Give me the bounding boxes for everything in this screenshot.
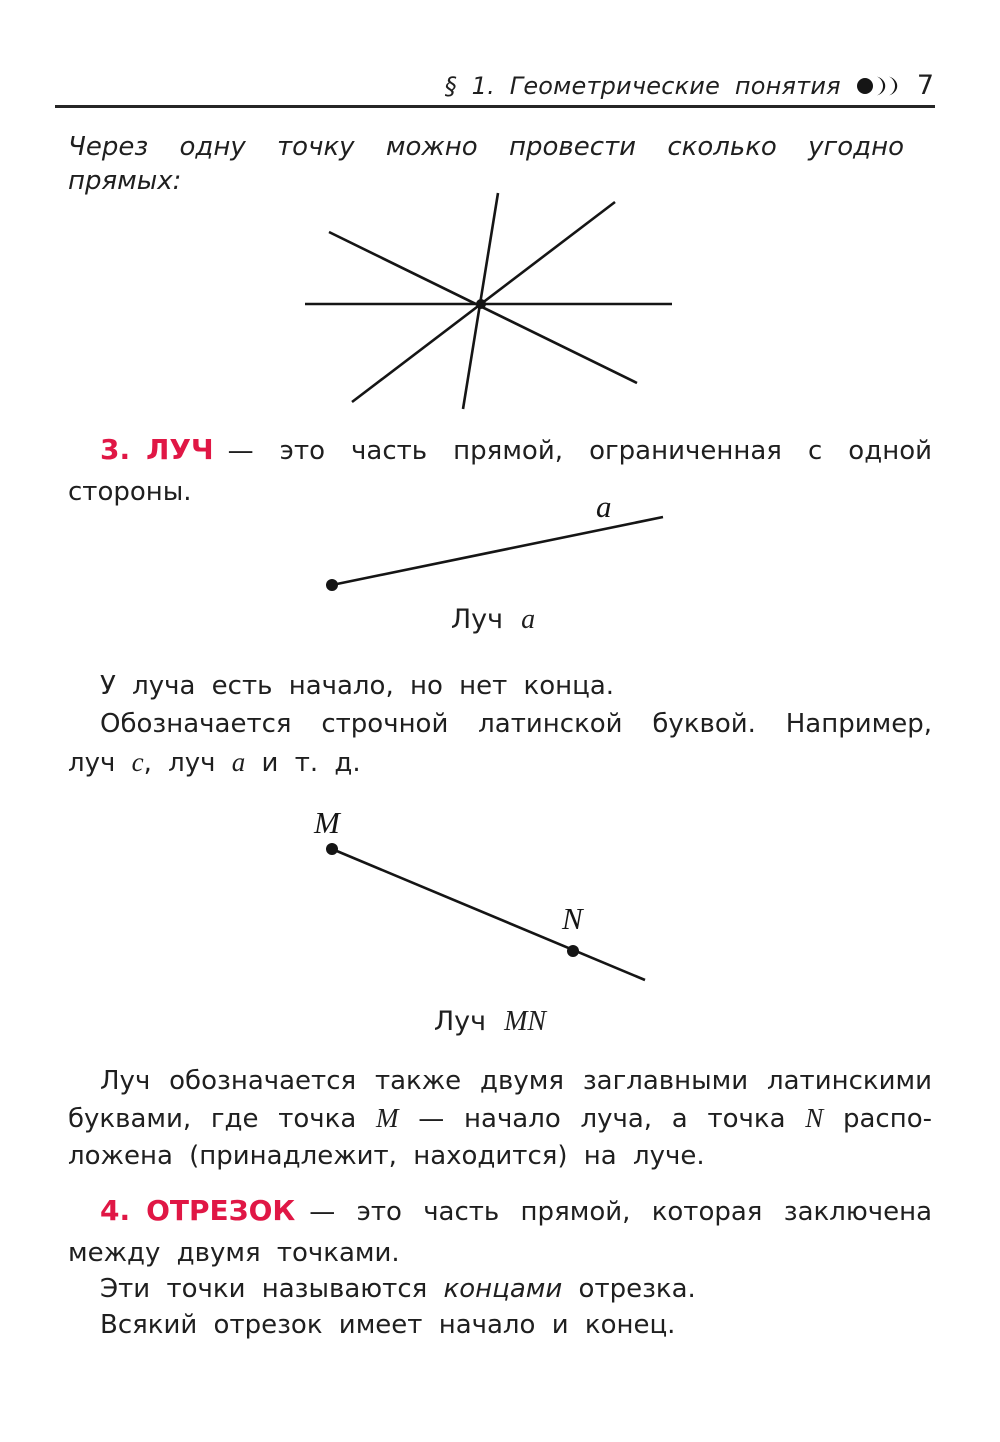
ray-a-figure	[300, 487, 700, 599]
point-n-label: N	[562, 901, 583, 936]
page-header	[445, 70, 934, 101]
text-run: — это часть прямой, которая заключена	[309, 1197, 932, 1227]
caption-letters: MN	[504, 1006, 547, 1037]
math-letter-m: M	[376, 1103, 399, 1133]
text-run: — начало луча, а точка	[398, 1104, 806, 1134]
chapter-title: § 1. Геометрические понятия	[444, 71, 841, 100]
section-term: ЛУЧ	[146, 433, 214, 466]
section-number: 3.	[100, 433, 131, 466]
ray-origin-point	[326, 579, 338, 591]
section-segment-line-2: между двумя точками.	[68, 1238, 400, 1268]
emphasized-word: концами	[443, 1274, 563, 1304]
bullet-double-chevron-icon	[856, 75, 902, 97]
section-ray-line-2: стороны.	[68, 477, 192, 507]
text-run: распо-	[823, 1104, 932, 1134]
point-m-label: M	[314, 805, 340, 840]
math-letter-c: c	[131, 747, 144, 777]
text-run: и т. д.	[245, 748, 361, 778]
paragraph-ray-line-2: Обозначается строчной латинской буквой. Например,	[100, 709, 932, 739]
section-segment-heading-line	[68, 1194, 932, 1229]
text-run: — это часть прямой, ограниченная с одной	[227, 436, 932, 466]
intersection-point	[476, 299, 486, 309]
header-rule	[55, 105, 935, 108]
text-run: луч	[68, 748, 132, 778]
text-run: отрезка.	[562, 1274, 696, 1304]
math-letter-n: N	[805, 1103, 824, 1133]
section-number: 4.	[100, 1194, 131, 1227]
caption-word: Луч	[450, 604, 504, 635]
paragraph-ray-line-3	[68, 745, 932, 780]
section-term: ОТРЕЗОК	[146, 1194, 296, 1227]
paragraph-naming-line-1: Луч обозначается также двумя заглавными латинскими	[100, 1066, 932, 1096]
point-m	[326, 843, 338, 855]
ray-a-caption	[380, 604, 606, 636]
caption-letter: a	[521, 604, 536, 635]
paragraph-naming-line-3: ложена (принадлежит, находится) на луче.	[68, 1141, 705, 1171]
ray-line	[332, 517, 663, 585]
text-run: , луч	[143, 748, 232, 778]
ray-mn-figure	[280, 797, 700, 995]
section-segment-line-3	[68, 1272, 932, 1306]
text-run: Эти точки называются	[100, 1274, 444, 1304]
section-ray-heading-line	[68, 433, 932, 468]
lines-through-point-figure	[280, 182, 700, 414]
ray-label: a	[596, 489, 612, 524]
intro-sentence: Через одну точку можно провести сколько угодно прямых:	[68, 132, 904, 196]
caption-word: Луч	[433, 1006, 487, 1037]
paragraph-ray-line-1: У луча есть начало, но нет конца.	[100, 671, 615, 701]
math-letter-a: a	[231, 747, 246, 777]
point-n	[567, 945, 579, 957]
paragraph-naming-line-2	[68, 1101, 932, 1136]
text-run: буквами, где точка	[68, 1104, 377, 1134]
ray-mn-caption	[350, 1006, 630, 1038]
section-segment-line-4: Всякий отрезок имеет начало и конец.	[100, 1310, 676, 1340]
page-number: 7	[916, 70, 934, 101]
ray-line	[332, 849, 645, 980]
